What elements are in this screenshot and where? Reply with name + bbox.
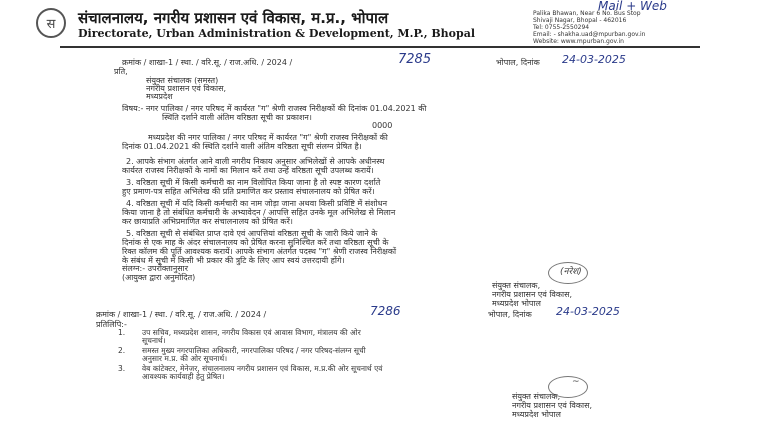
date-label: भोपाल, दिनांक [488,310,532,319]
phone-line: Tel: 0755-2550294 [533,24,590,31]
handwritten-mail-web-note: Mail + Web [598,0,667,13]
approval-note: (आयुक्त द्वारा अनुमोदित) [122,273,196,282]
paragraph-line: मध्यप्रदेश की नगर पालिका / नगर परिषद में कार्यरत "ग" श्रेणी राजस्व निरीक्षकों की [148,133,388,142]
subject-line: स्थिति दर्शाने वाली अंतिम वरिष्ठता सूची का प्रकाशन। [162,113,312,122]
date-value: 24-03-2025 [562,53,626,66]
reference-number: 7285 [398,52,432,67]
signature-initials: (नरेश) [560,267,582,277]
reference-line: क्रमांक / शाखा-1 / स्था. / वरि.सू. / राज.अधि. / 2024 / [122,58,293,67]
reference-line: क्रमांक / शाखा-1 / स्था. / वरि.सू. / राज.अधि. / 2024 / [96,310,267,319]
subject-line: विषय:- नगर पालिका / नगर परिषद में कार्यरत "ग" श्रेणी राजस्व निरीक्षकों की दिनांक 01.04.2021 की [122,104,427,113]
signatory-line: संयुक्त संचालक, [492,281,541,290]
copy-item-number: 3. [118,364,126,373]
reference-number: 7286 [370,304,401,318]
paragraph-line: किया जाना है तो संबंधित कर्मचारी के अभ्यावेदन / आपत्ति सहित उनके मूल अभिलेख से मिलान [122,208,396,217]
copy-item-text: वेब कांटेक्टर, मेनेजर, संचालनालय नगरीय प्रशासन एवं विकास, म.प्र.की ओर सूचनार्थ एवं [142,364,383,373]
enclosure-line: संलग्न:- उपरोक्तानुसार [122,264,189,273]
directorate-title-hindi: संचालनालय, नगरीय प्रशासन एवं विकास, म.प्र., भोपाल [78,9,389,27]
signatory-line: नगरीय प्रशासन एवं विकास, [512,401,593,410]
copy-item-number: 1. [118,328,126,337]
paragraph-line: कार्यरत राजस्व निरीक्षकों के नामों का मिलान करें तथा उन्हें वरिष्ठता सूची उपलब्ध करायें। [122,166,374,175]
paragraph-line: दिनांक 01.04.2021 की स्थिति दर्शाने वाली अंतिम वरिष्ठता सूची संलग्न प्रेषित है। [122,142,362,151]
paragraph-line: कर छायाप्रति अभिप्रमाणित कर संचालनालय को प्रेषित करें। [122,217,293,226]
paragraph-line: 4. वरिष्ठता सूची में यदि किसी कर्मचारी का नाम जोड़ा जाना अथवा किसी प्रविष्टि में संशोधन [126,199,388,208]
copy-item-text: सूचनार्थ। [142,336,166,345]
email-line: Email: - shakha.uad@mpurban.gov.in [533,31,646,38]
paragraph-line: 2. आपके संभाग अंतर्गत आने वाली नगरीय निकाय अनुसार अभिलेखों से आपके अधीनस्थ [126,157,385,166]
paragraph-line: के संबंध में सूची में किसी भी प्रकार की त्रुटि के लिए आप स्वयं उत्तरदायी होंगे। [122,256,345,265]
copy-item-text: अनुसार म.प्र. की ओर सूचनार्थ। [142,354,228,363]
copy-item-text: आवश्यक कार्यवाही हेतु प्रेषित। [142,372,225,381]
signature-scribble: ~ [572,377,580,387]
paragraph-line: हुए प्रमाण-पत्र सहित अभिलेख की प्रति प्रमाणित कर प्रस्ताव संचालनालय को प्रेषित करें। [122,187,375,196]
date-value: 24-03-2025 [556,305,620,318]
copy-item-number: 2. [118,346,126,355]
recipient-line: मध्यप्रदेश [146,92,173,101]
paragraph-line: रिक्त कॉलम की पूर्ति आवश्यक करायें। आपके संभाग अंतर्गत पदस्थ "ग" श्रेणी राजस्व निरीक्षकों [122,247,397,256]
directorate-title-english: Directorate, Urban Administration & Development, M.P., Bhopal [78,27,476,40]
address-line: Shivaji Nagar, Bhopal - 462016 [533,17,627,24]
prati-label: प्रति, [114,67,128,76]
paragraph-line: दिनांक से एक माह के अंदर संचालनालय को प्रेषित करना सुनिश्चित करें तथा वरिष्ठता सूची के [122,238,389,247]
paragraph-line: 5. वरिष्ठता सूची से संबंधित प्राप्त दावे एवं आपत्तियां वरिष्ठता सूची के जारी किये जाने के [126,229,378,238]
government-emblem-icon: स [36,8,66,38]
header-divider [60,46,700,48]
recipient-line: संयुक्त संचालक (समस्त) [146,76,219,85]
date-label: भोपाल, दिनांक [496,58,540,67]
copy-label: प्रतिलिपि:- [96,320,127,329]
copy-item-text: उप सचिव, मध्यप्रदेश शासन, नगरीय विकास एवं आवास विभाग, मंत्रालय की ओर [142,328,361,337]
signatory-line: मध्यप्रदेश भोपाल [512,410,561,419]
recipient-line: नगरीय प्रशासन एवं विकास, [146,84,227,93]
separator: 0000 [372,121,393,130]
copy-item-text: समस्त मुख्य नगरपालिका अधिकारी, नगरपालिका परिषद / नगर परिषद-संलग्न सूची [142,346,366,355]
signatory-line: मध्यप्रदेश भोपाल [492,299,541,308]
website-line: Website: www.mpurban.gov.in [533,38,624,45]
address-line: Palika Bhawan, Near 6 No. Bus Stop [533,10,641,17]
signatory-line: नगरीय प्रशासन एवं विकास, [492,290,573,299]
signatory-line: संयुक्त संचालक, [512,392,561,401]
paragraph-line: 3. वरिष्ठता सूची में किसी कर्मचारी का नाम विलोपित किया जाना है तो स्पष्ट कारण दर्शाते [126,178,381,187]
